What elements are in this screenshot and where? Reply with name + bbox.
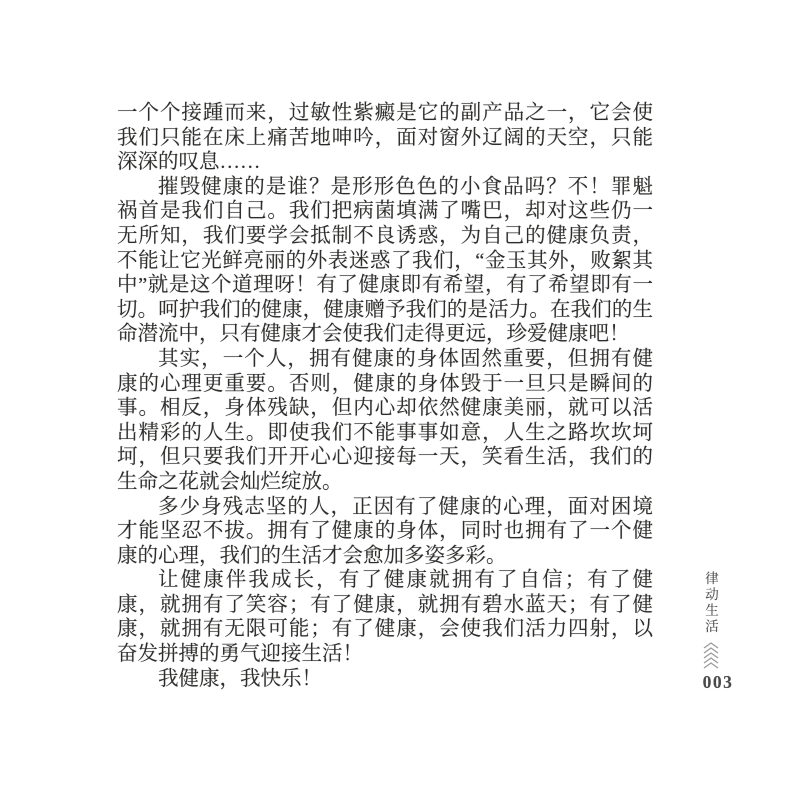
- text-line: 其实，一个人，拥有健康的身体固然重要，但拥有健: [158, 347, 653, 370]
- text-line: 多少身残志坚的人，正因有了健康的心理，面对困境: [158, 495, 653, 518]
- text-line: 不能让它光鲜亮丽的外表迷惑了我们，“金玉其外，败絮其: [117, 249, 653, 272]
- text-line: 切。呵护我们的健康，健康赠予我们的是活力。在我们的生: [117, 298, 653, 321]
- text-line: 一个个接踵而来，过敏性紫癜是它的副产品之一，它会使: [117, 102, 653, 124]
- body-text: [117, 101, 653, 691]
- text-line: 我健康，我快乐！: [158, 667, 322, 690]
- text-line: 让健康伴我成长，有了健康就拥有了自信；有了健: [158, 569, 653, 592]
- page-number: 003: [702, 672, 734, 692]
- text-line: 事。相反，身体残缺，但内心却依然健康美丽，就可以活: [117, 397, 653, 420]
- text-line: 出精彩的人生。即使我们不能事事如意，人生之路坎坎坷: [117, 421, 653, 444]
- text-line: 康的心理，我们的生活才会愈加多姿多彩。: [117, 544, 507, 567]
- chapter-title-vertical: 律动生活: [703, 571, 718, 635]
- text-line: 康，就拥有了笑容；有了健康，就拥有碧水蓝天；有了健: [117, 593, 653, 616]
- text-line: 我们只能在床上痛苦地呻吟，面对窗外辽阔的天空，只能: [117, 126, 653, 149]
- text-line: 中”就是这个道理呀！有了健康即有希望，有了希望即有一: [117, 274, 653, 297]
- text-line: 奋发拼搏的勇气迎接生活！: [117, 643, 363, 666]
- text-line: 无所知，我们要学会抵制不良诱惑，为自己的健康负责，: [117, 224, 653, 247]
- text-line: 摧毁健康的是谁？是形形色色的小食品吗？不！罪魁: [158, 175, 653, 198]
- text-line: 康，就拥有无限可能；有了健康，会使我们活力四射，以: [117, 618, 653, 641]
- text-line: 生命之花就会灿烂绽放。: [117, 470, 343, 493]
- text-line: 才能坚忍不拔。拥有了健康的身体，同时也拥有了一个健: [117, 520, 653, 543]
- text-line: 深深的叹息……: [117, 151, 261, 174]
- chevron-up-triple-icon: [702, 641, 720, 673]
- text-line: 祸首是我们自己。我们把病菌填满了嘴巴，却对这些仍一: [117, 200, 653, 223]
- text-line: 康的心理更重要。否则，健康的身体毁于一旦只是瞬间的: [117, 372, 653, 395]
- text-line: 坷，但只要我们开开心心迎接每一天，笑看生活，我们的: [117, 446, 653, 469]
- text-line: 命潜流中，只有健康才会使我们走得更远，珍爱健康吧！: [117, 323, 630, 346]
